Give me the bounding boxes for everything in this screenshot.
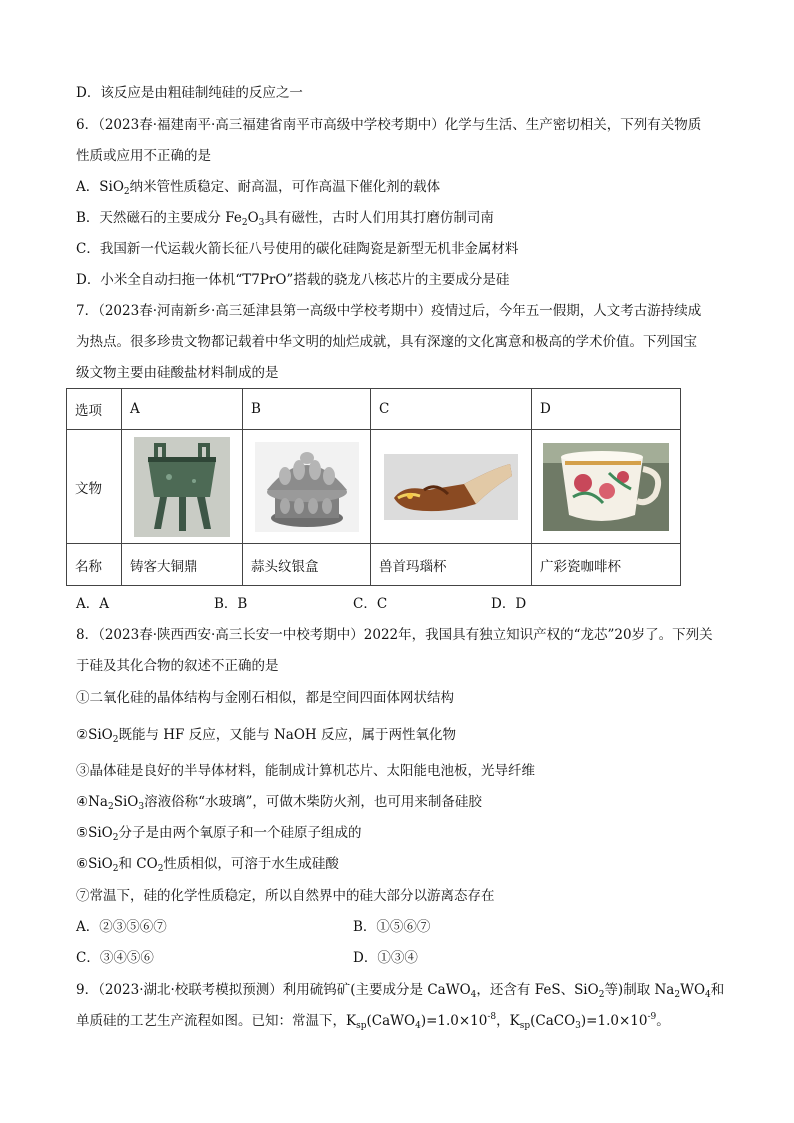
q8-option-a: A．②③⑤⑥⑦ (76, 919, 167, 935)
q8-statement-2: ②SiO$_2$既能与 HF 反应，又能与 NaOH 反应，属于两性氧化物 (76, 727, 456, 745)
q9-stem-line2: 单质硅的工艺生产流程如图。已知：常温下，$K_{sp}(CaWO_4)=1.0\times 10^{-8}$，$K_{sp}(CaCO_3)=1.0\times 10^{-9}$。 (76, 1012, 670, 1031)
table-header-cell: 选项 (67, 389, 122, 430)
q7-option-c: C．C (353, 596, 388, 612)
q8-option-c: C．③④⑤⑥ (76, 950, 154, 966)
agate-cup-image (371, 430, 532, 544)
q8-statement-6: ⑥SiO$_2$和 $CO_2$性质相似，可溶于水生成硅酸 (76, 856, 339, 874)
q8-statement-1: ①二氧化硅的晶体结构与金刚石相似，都是空间四面体网状结构 (76, 690, 454, 706)
q7-option-a: A．A (76, 596, 109, 612)
q8-statement-7: ⑦常温下，硅的化学性质稳定，所以自然界中的硅大部分以游离态存在 (76, 888, 495, 904)
q7-option-d: D．D (491, 596, 527, 612)
relics-table (66, 388, 681, 586)
silver-box-image (243, 430, 371, 544)
table-header-cell: D (532, 389, 681, 430)
table-header-cell: B (243, 389, 371, 430)
q6-stem-line2: 性质或应用不正确的是 (76, 148, 211, 164)
q9-stem-line1: 9．（2023·湖北·校联考模拟预测）利用硫钨矿(主要成分是 CaWO$_4$，还含有 FeS、SiO$_2$等)制取 $Na_2WO_4$和 (76, 982, 725, 1000)
q8-statement-3: ③晶体硅是良好的半导体材料，能制成计算机芯片、太阳能电池板，光导纤维 (76, 763, 535, 779)
table-cell: 蒜头纹银盒 (243, 544, 371, 586)
q7-stem-line1: 7．（2023春·河南新乡·高三延津县第一高级中学校考期中）疫情过后，今年五一假期，人文考古游持续成 (76, 303, 702, 319)
table-cell: 广彩瓷咖啡杯 (532, 544, 681, 586)
table-row (67, 389, 681, 430)
q6-option-c: C．我国新一代运载火箭长征八号使用的碳化硅陶瓷是新型无机非金属材料 (76, 241, 519, 257)
table-row (67, 430, 681, 544)
q6-option-a: A．SiO$_2$纳米管性质稳定、耐高温，可作高温下催化剂的载体 (76, 179, 441, 197)
table-cell: 兽首玛瑙杯 (371, 544, 532, 586)
table-row (67, 544, 681, 586)
q5-option-d: D．该反应是由粗硅制纯硅的反应之一 (76, 85, 303, 101)
q6-option-d: D．小米全自动扫拖一体机“T7PrO”搭载的骁龙八核芯片的主要成分是硅 (76, 272, 510, 288)
q8-option-b: B．①⑤⑥⑦ (353, 919, 431, 935)
q6-option-b: B．天然磁石的主要成分 $Fe_2O_3$具有磁性，古时人们用其打磨仿制司南 (76, 210, 494, 228)
q7-stem-line2: 为热点。很多珍贵文物都记载着中华文明的灿烂成就，具有深邃的文化寓意和极高的学术价值。下列国宝 (76, 334, 697, 350)
q8-stem-line2: 于硅及其化合物的叙述不正确的是 (76, 658, 279, 674)
table-header-cell: C (371, 389, 532, 430)
q8-stem-line1: 8．（2023春·陕西西安·高三长安一中校考期中）2022年，我国具有独立知识产权的“龙芯”20岁了。下列关 (76, 627, 713, 643)
q7-option-b: B．B (214, 596, 248, 612)
q6-stem-line1: 6．（2023春·福建南平·高三福建省南平市高级中学校考期中）化学与生活、生产密切相关，下列有关物质 (76, 117, 702, 133)
table-cell: 名称 (67, 544, 122, 586)
q7-stem-line3: 级文物主要由硅酸盐材料制成的是 (76, 365, 279, 381)
q8-statement-5: ⑤SiO$_2$分子是由两个氧原子和一个硅原子组成的 (76, 825, 362, 843)
table-row-label: 文物 (67, 430, 122, 544)
table-header-cell: A (122, 389, 243, 430)
bronze-ding-image (122, 430, 243, 544)
porcelain-coffee-cup-image (532, 430, 681, 544)
table-cell: 铸客大铜鼎 (122, 544, 243, 586)
q8-option-d: D．①③④ (353, 950, 418, 966)
q8-statement-4: $④Na_2SiO_3$溶液俗称“水玻璃”，可做木柴防火剂，也可用来制备硅胶 (76, 794, 482, 812)
